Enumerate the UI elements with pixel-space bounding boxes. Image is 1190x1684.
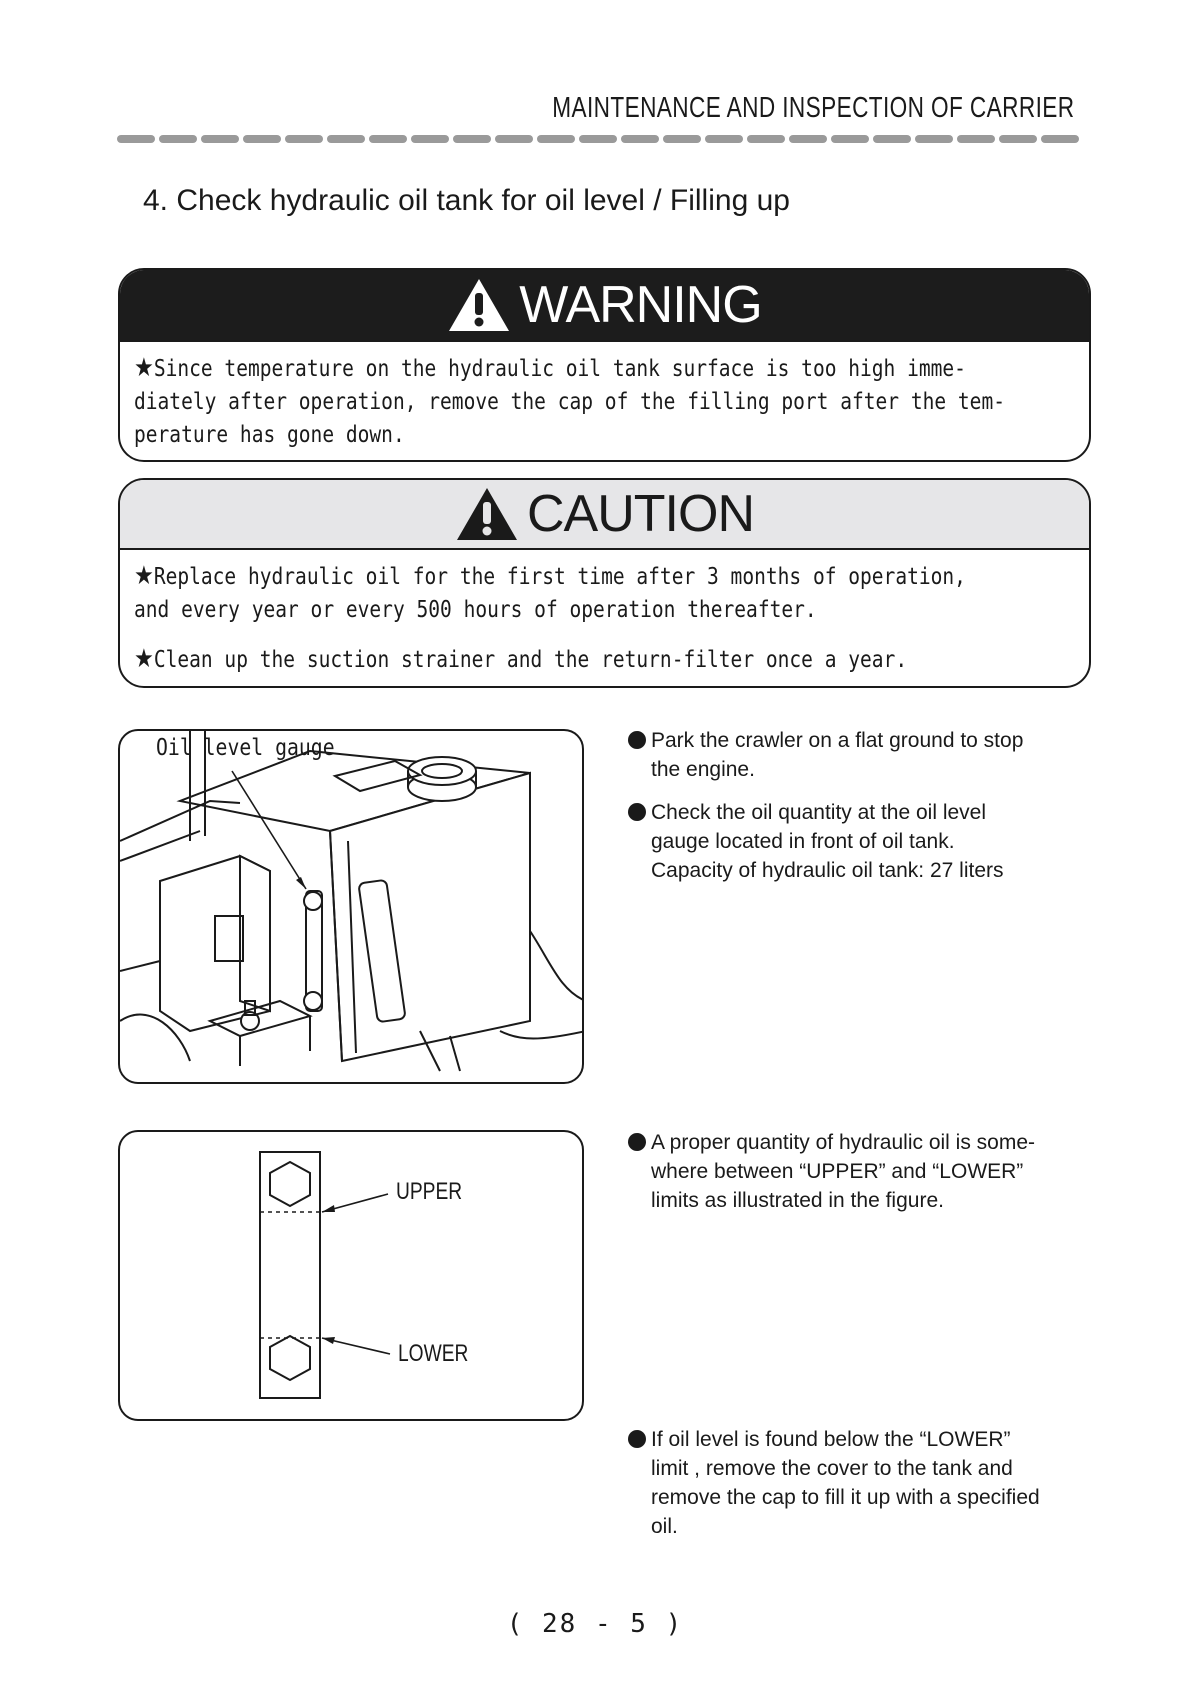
caution-banner [120, 480, 1089, 550]
instruction-line: A proper quantity of hydraulic oil is some- [651, 1131, 1036, 1154]
instruction-text [628, 798, 1090, 885]
oil-level-gauge-label: Oil level gauge [156, 735, 335, 761]
gauge-diagram [118, 1130, 584, 1421]
caution-item-line [134, 643, 1086, 677]
rule-dash [495, 135, 533, 143]
instruction-line: oil. [651, 1515, 678, 1538]
rule-dash [453, 135, 491, 143]
instruction-bullet [628, 1128, 1090, 1215]
instruction-line: where between “UPPER” and “LOWER” [651, 1160, 1024, 1183]
rule-dash [957, 135, 995, 143]
caution-text: Clean up the suction strainer and the return-filter once a year. [153, 647, 908, 673]
caution-body [120, 550, 1089, 677]
rule-dash [327, 135, 365, 143]
caution-box [118, 478, 1091, 688]
instruction-line: Park the crawler on a flat ground to stop [651, 729, 1024, 752]
warning-label: WARNING [519, 276, 762, 334]
rule-dash [621, 135, 659, 143]
warning-item-line: diately after operation, remove the cap of the filling port after the tem- [134, 389, 1005, 415]
instruction-line: the engine. [651, 758, 755, 781]
rule-dash [285, 135, 323, 143]
caution-item [134, 643, 1086, 677]
rule-dash [537, 135, 575, 143]
instruction-bullet [628, 798, 1090, 885]
rule-dash [579, 135, 617, 143]
upper-label: UPPER [396, 1178, 463, 1205]
star-bullet: ★ [134, 644, 154, 674]
section-title: 4. Check hydraulic oil tank for oil level / Filling up [143, 184, 790, 217]
bullet-dot-icon [628, 1133, 646, 1151]
instruction-line: If oil level is found below the “LOWER” [651, 1428, 1011, 1451]
instruction-bullet [628, 1425, 1090, 1541]
rule-dash [873, 135, 911, 143]
caution-item [134, 560, 1086, 627]
instruction-bullet [628, 726, 1090, 784]
rule-dash [159, 135, 197, 143]
caution-text: Replace hydraulic oil for the first time after 3 months of operation, [153, 564, 966, 590]
rule-dash [915, 135, 953, 143]
star-bullet: ★ [134, 561, 154, 591]
instruction-line: limits as illustrated in the figure. [651, 1189, 944, 1212]
rule-dash [663, 135, 701, 143]
oil-tank-drawing [120, 731, 584, 1084]
rule-dash [747, 135, 785, 143]
bullet-dot-icon [628, 1430, 646, 1448]
bullet-dot-icon [628, 731, 646, 749]
rule-dash [999, 135, 1037, 143]
rule-dash [117, 135, 155, 143]
warning-text: Since temperature on the hydraulic oil tank surface is too high imme- [153, 356, 966, 382]
caution-item-line [134, 560, 1086, 594]
warning-triangle-icon [455, 486, 519, 542]
rule-dash [201, 135, 239, 143]
rule-dash [369, 135, 407, 143]
caution-label: CAUTION [527, 485, 754, 543]
rule-dash [705, 135, 743, 143]
instruction-line: limit , remove the cover to the tank and [651, 1457, 1013, 1480]
warning-box [118, 268, 1091, 462]
instruction-text [628, 726, 1090, 784]
instruction-line: gauge located in front of oil tank. [651, 830, 955, 853]
bullet-dot-icon [628, 803, 646, 821]
warning-triangle-icon [447, 277, 511, 333]
instruction-line: Check the oil quantity at the oil level [651, 801, 987, 824]
warning-body [120, 342, 1089, 452]
warning-banner [120, 270, 1089, 342]
header-dashed-rule [117, 133, 1083, 145]
caution-item-line: and every year or every 500 hours of operation thereafter. [134, 597, 817, 623]
warning-item-line: perature has gone down. [134, 422, 405, 448]
rule-dash [243, 135, 281, 143]
header-title: MAINTENANCE AND INSPECTION OF CARRIER [551, 92, 1074, 124]
instruction-text [628, 1128, 1090, 1215]
rule-dash [1041, 135, 1079, 143]
rule-dash [411, 135, 449, 143]
oil-tank-illustration [118, 729, 584, 1084]
lower-label: LOWER [398, 1340, 469, 1367]
warning-item [134, 352, 1086, 452]
instruction-line: Capacity of hydraulic oil tank: 27 liters [651, 859, 1004, 882]
warning-item-line [134, 352, 1086, 386]
gauge-drawing [120, 1132, 584, 1421]
rule-dash [789, 135, 827, 143]
rule-dash [831, 135, 869, 143]
page-number: ( 28 - 5 ) [506, 1609, 684, 1639]
star-bullet: ★ [134, 353, 154, 383]
instruction-text [628, 1425, 1090, 1541]
instruction-line: remove the cap to fill it up with a specified [651, 1486, 1040, 1509]
